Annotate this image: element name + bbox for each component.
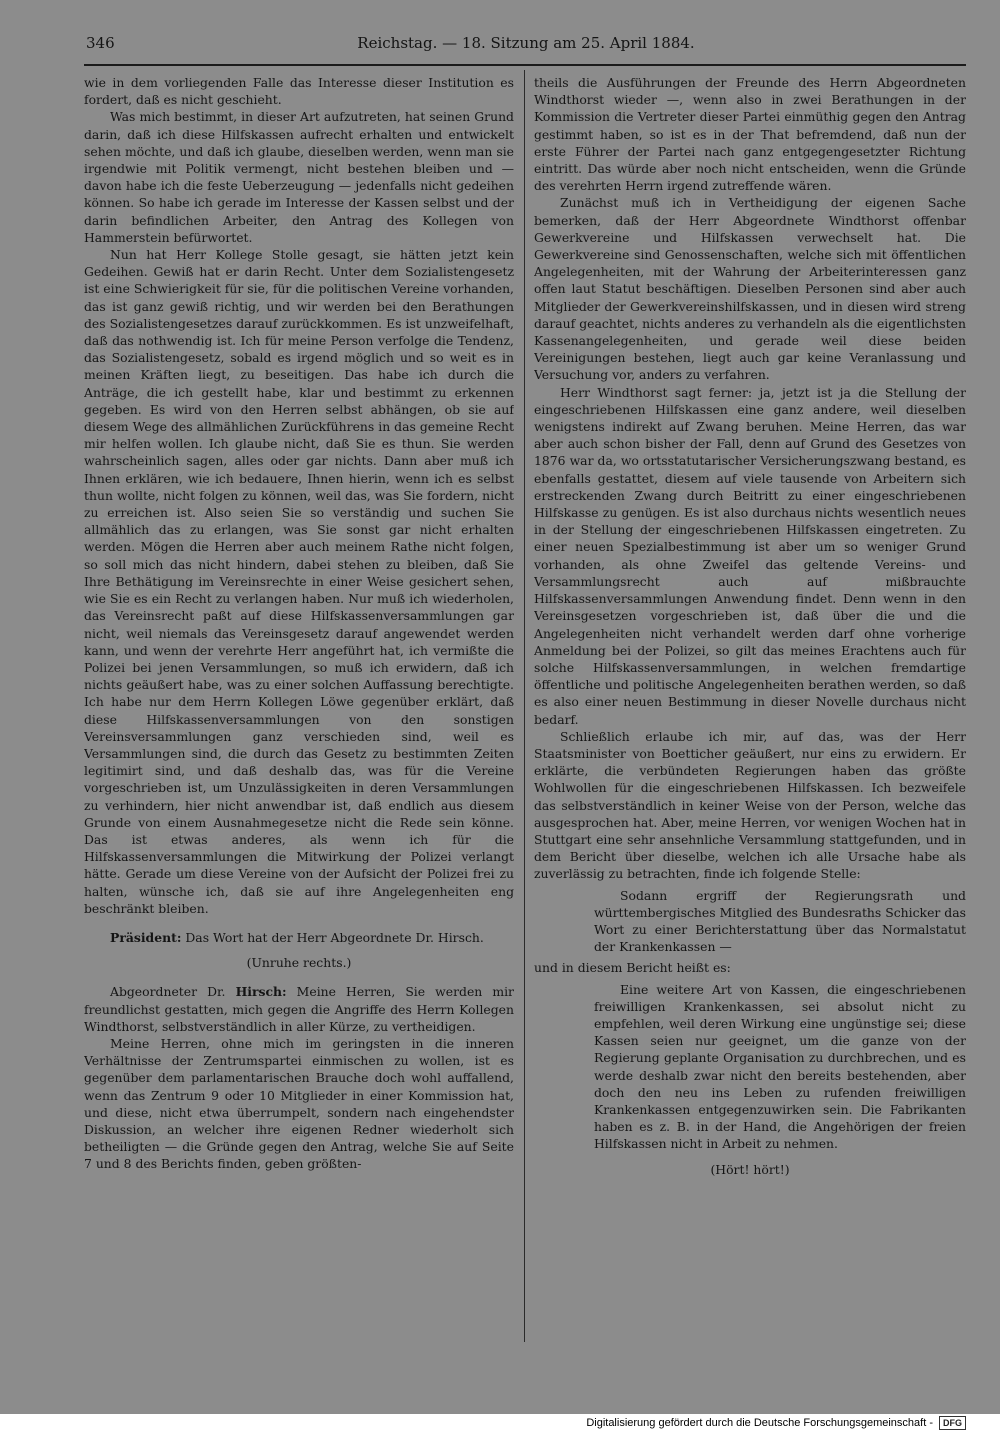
paragraph: Schließlich erlaube ich mir, auf das, was der Herr Staatsminister von Boetticher geäußert, nur eins zu erwidern. Er erklärte, die verbündeten Regierungen haben das größte Wohlwollen für die eingeschriebenen Hilfskassen. Ich bezweifele das selbstverständlich in keiner Weise von der Person, welche das ausgesprochen hat. Aber, meine Herren, vor wenigen Wochen hat in Stuttgart eine sehr ansehnliche Versammlung stattgefunden, und in dem Bericht über dieselbe, welchen ich alle Ursache habe als zuverlässig zu betrachten, finde ich folgende Stelle: xyxy=(534,728,966,882)
paragraph: wie in dem vorliegenden Falle das Interesse dieser Institution es fordert, daß es nicht geschieht. xyxy=(84,75,514,108)
paragraph: Zunächst muß ich in Vertheidigung der eigenen Sache bemerken, daß der Herr Abgeordnete Windthorst offenbar Gewerkvereine und Hilfskassen verwechselt hat. Die Gewerkvereine sind Genossenschaften, welche sich mit öffentlichen Angelegenheiten, mit der Wahrung der Arbeiterinteressen ganz offen laut Statut beschäftigen. Dieselben Personen sind aber auch Mitglieder der Gewerkvereinshilfskassen, und in diesen wird streng darauf geachtet, nichts anderes zu verhandeln als die eigentlichsten Kassenangelegenheiten, und gerade weil diese beiden Vereinigungen bestehen, liegt auch gar keine Veranlassung und Versuchung vor, anders zu verfahren. xyxy=(534,195,966,383)
speaker-paragraph xyxy=(84,983,514,1035)
running-title: Reichstag. — 18. Sitzung am 25. April 1884. xyxy=(357,34,695,52)
quotation-text: Eine weitere Art von Kassen, die eingeschriebenen freiwilligen Krankenkassen, sei absolut nicht zu empfehlen, weil deren Wirkung eine ungünstige sei; diese Kassen seien nur geeignet, um die ganze von der Regierung geplante Organisation zu durchbrechen, und es werde deshalb zwar nicht den bereits bestehenden, aber doch den neu ins Leben zu rufenden freiwilligen Krankenkassen entgegenzuwirken sein. Die Fabrikanten haben es z. B. in der Hand, die Angehörigen der freien Hilfskassen nicht in Arbeit zu nehmen. xyxy=(594,981,966,1152)
dfg-logo-icon: DFG xyxy=(939,1416,966,1430)
speaker-paragraph xyxy=(84,929,514,946)
footer xyxy=(586,1416,966,1430)
stage-direction: (Hört! hört!) xyxy=(710,1161,790,1177)
quotation-text: Sodann ergriff der Regierungsrath und württembergisches Mitglied des Bundesraths Schicker das Wort zu einer Berichterstattung über das Normalstatut der Krankenkassen — xyxy=(594,887,966,955)
column-divider xyxy=(524,70,525,1342)
left-column xyxy=(84,74,514,1344)
right-column xyxy=(534,74,966,1344)
footer-credit: Digitalisierung gefördert durch die Deutsche Forschungsgemeinschaft - xyxy=(586,1417,933,1429)
stage-direction: (Unruhe rechts.) xyxy=(246,955,352,971)
quotation xyxy=(594,981,966,1153)
paragraph: theils die Ausführungen der Freunde des Herrn Abgeordneten Windthorst wieder —, wenn also in zwei Berathungen in der Kommission die Vertreter dieser Partei einmüthig gegen den Antrag gestimmt haben, so ist es in der That befremdend, daß nun der erste Führer der Partei nach ganz entgegengesetzter Richtung eintritt. Das würde aber noch nicht entscheiden, wenn die Gründe des verehrten Herrn irgend zutreffende wären. xyxy=(534,75,966,194)
paragraph: Nun hat Herr Kollege Stolle gesagt, sie hätten jetzt kein Gedeihen. Gewiß hat er darin Recht. Unter dem Sozialistengesetz ist eine Schwierigkeit für sie, für die politischen Vereine vorhanden, das ist ganz gewiß richtig, und wir werden bei den Berathungen des Sozialistengesetzes darauf zurückkommen. Es ist unzweifelhaft, daß das nothwendig ist. Ich für meine Person verfolge die Tendenz, das Sozialistengesetz, sobald es irgend möglich und so weit es in meinen Kräften liegt, zu beseitigen. Das habe ich durch die Anträge, die ich gestellt habe, klar und bestimmt zu erkennen gegeben. Es wird von den Herren selbst abhängen, ob sie auf diesem Wege des allmählichen Zurückführens in das gemeine Recht mir helfen wollen. Ich glaube nicht, daß Sie es thun. Sie werden wahrscheinlich sagen, alles oder gar nichts. Dann aber muß ich Ihnen erklären, wie ich bedauere, Ihnen hierin, wenn ich es selbst thun wollte, nicht folgen zu können, weil das, was Sie fordern, nicht zu erreichen ist. Also seien Sie so verständig und suchen Sie allmählich das zu erlangen, was Sie sonst gar nicht erhalten werden. Mögen die Herren aber auch meinem Rathe nicht folgen, so soll mich das nicht hindern, dabei stehen zu bleiben, daß Sie Ihre Bethätigung im Vereinsrechte in einer Weise gesichert sehen, wie Sie es ein Recht zu verlangen haben. Nur muß ich wiederholen, das Vereinsrecht paßt auf diese Hilfskassenversammlungen gar nicht, weil niemals das Vereinsgesetz darauf angewendet werden kann, und wenn der verehrte Herr angeführt hat, ich vermißte die Polizei bei jenen Versammlungen, so muß ich erwidern, daß ich nichts geäußert habe, was zu einer solchen Auffassung berechtigte. Ich habe nur dem Herrn Kollegen Löwe gegenüber erklärt, daß diese Hilfskassenversammlungen von den sonstigen Vereinsversammlungen ganz verschieden sind, weil es Versammlungen sind, die durch das Gesetz zu bestimmten Zeiten legitimirt sind, und daß deshalb das, was für die Vereine vorgeschrieben ist, um Unzulässigkeiten in deren Versammlungen zu verhindern, hier nicht anwendbar ist, daß endlich aus diesem Grunde von einem Ausnahmegesetze nicht die Rede sein könne. Das ist etwas anderes, als wenn ich für die Hilfskassenversammlungen die Mitwirkung der Polizei verlangt hätte. Gerade um diese Vereine von der Aufsicht der Polizei frei zu halten, wünsche ich, daß sie auf ihre Angelegenheiten eng beschränkt bleiben. xyxy=(84,247,514,916)
paragraph: und in diesem Bericht heißt es: xyxy=(534,960,731,976)
speech-text: Das Wort hat der Herr Abgeordnete Dr. Hirsch. xyxy=(185,929,484,945)
page-header xyxy=(86,34,966,58)
page-number: 346 xyxy=(86,34,115,52)
speaker-prefix: Abgeordneter Dr. xyxy=(110,984,226,1000)
speech-text: Meine Herren, Sie werden mir freundlichst gestatten, mich gegen die Angriffe des Herrn Kollegen Windthorst, selbstverständlich in aller Kürze, zu vertheidigen. xyxy=(84,984,514,1034)
paragraph: Was mich bestimmt, in dieser Art aufzutreten, hat seinen Grund darin, daß ich diese Hilfskassen aufrecht erhalten und entwickelt sehen möchte, und daß ich glaube, dieselben werden, wenn man sie irgendwie mit Politik vermengt, nicht bestehen bleiben und — davon habe ich die feste Ueberzeugung — jedenfalls nicht gedeihen können. So habe ich gerade im Interesse der Kassen selbst und der darin befindlichen Arbeiter, den Antrag des Kollegen von Hammerstein befürwortet. xyxy=(84,109,514,245)
quotation xyxy=(594,887,966,956)
speaker-name: Präsident: xyxy=(110,929,182,945)
paragraph: Herr Windthorst sagt ferner: ja, jetzt ist ja die Stellung der eingeschriebenen Hilfskassen eine ganz andere, weil dieselben wenigstens indirekt auf Zwang beruhen. Meine Herren, das war aber auch schon bisher der Fall, denn auf Grund des Gesetzes von 1876 war da, wo ortsstatutarischer Versicherungszwang bestand, es ebenfalls gestattet, diesem auf viele tausende von Arbeitern sich erstreckenden Zwang durch Beitritt zu einer eingeschriebenen Hilfskasse zu genügen. Es ist also durchaus nichts wesentlich neues in der Stellung der eingeschriebenen Hilfskassen eingetreten. Zu einer neuen Spezialbestimmung ist aber um so weniger Grund vorhanden, als ohne Zweifel das geltende Vereins- und Versammlungsrecht auch auf mißbrauchte Hilfskassenversammlungen Anwendung findet. Denn wenn in den Vereinsgesetzen vorgeschrieben ist, daß über die und die Angelegenheiten nicht verhandelt werden darf ohne vorherige Anmeldung bei der Polizei, so gilt das meines Erachtens auch für solche Hilfskassenversammlungen, in welchen fremdartige öffentliche und politische Angelegenheiten berathen werden, so daß es also einer neuen Bestimmung in dieser Novelle durchaus nicht bedarf. xyxy=(534,384,966,727)
speaker-name: Hirsch: xyxy=(235,984,287,1000)
paragraph: Meine Herren, ohne mich im geringsten in die inneren Verhältnisse der Zentrumspartei einmischen zu wollen, ist es gegenüber dem parlamentarischen Brauche doch wohl auffallend, wenn das Zentrum 9 oder 10 Mitglieder in einer Kommission hat, und diese, nicht etwa überrumpelt, sondern nach eingehendster Diskussion, an welcher ihre eigenen Redner wiederholt sich betheiligten — die Gründe gegen den Antrag, welche Sie auf Seite 7 und 8 des Berichts finden, geben größten- xyxy=(84,1035,514,1172)
header-rule xyxy=(84,64,966,66)
